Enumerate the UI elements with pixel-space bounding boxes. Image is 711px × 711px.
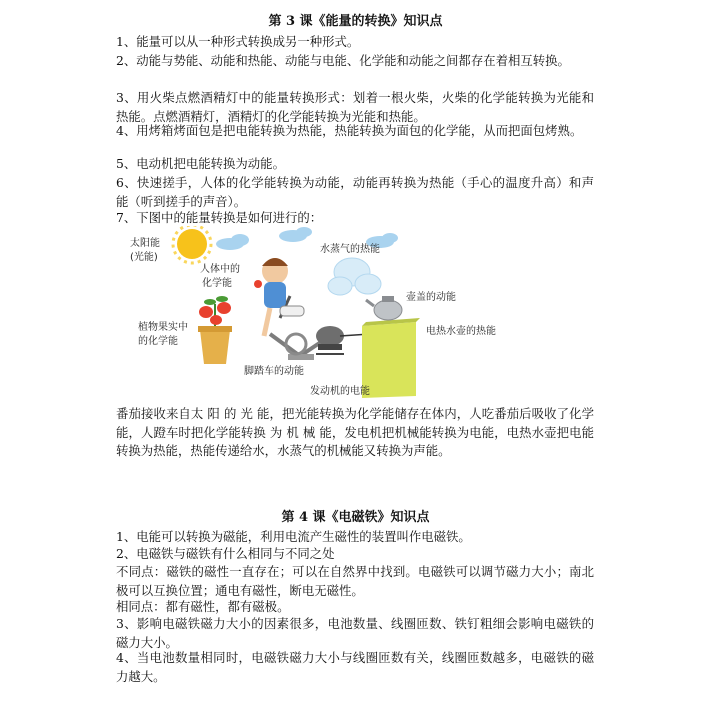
illustration-drawing [130, 226, 490, 408]
sun-energy-label-sub: (光能) [130, 252, 158, 263]
lesson3-title: 第 3 课《能量的转换》知识点 [268, 14, 443, 29]
sun-icon [173, 226, 211, 263]
lesson3-point-7: 7、下图中的能量转换是如何进行的： [116, 210, 323, 225]
lesson4-differences: 不同点：磁铁的磁性一直存在；可以在自然界中找到。电磁铁可以调节磁力大小；南北极可以互换位置；通电有磁性，断电无磁性。 [116, 564, 594, 598]
lesson4-point-2: 2、电磁铁与磁铁有什么相同与不同之处 [116, 546, 335, 561]
energy-conversion-illustration [130, 226, 496, 408]
lid-energy-label: 壶盖的动能 [406, 292, 456, 303]
steam-icon [328, 258, 381, 295]
body-energy-label-sub: 化学能 [202, 278, 232, 289]
bike-energy-label: 脚踏车的动能 [244, 366, 304, 377]
motor-energy-label: 发动机的电能 [310, 386, 370, 397]
plant-energy-label-sub: 的化学能 [138, 336, 178, 347]
steam-energy-label: 水蒸气的热能 [320, 244, 380, 255]
lesson4-similarities: 相同点：都有磁性，都有磁极。 [116, 599, 290, 614]
lesson4-point-4: 4、当电池数量相同时，电磁铁磁力大小与线圈匝数有关，线圈匝数越多，电磁铁的磁力越大。 [116, 650, 594, 684]
lesson3-explanation: 番茄接收来自太 阳 的 光 能，把光能转换为化学能储存在体内，人吃番茄后吸收了化学能，人蹬车时把化学能转换 为 机 械 能，发电机把机械能转换为电能，电热水壶把电能转换为热能，热能传递给水，水蒸气的机械能又转换为声能。 [116, 406, 594, 459]
generator-icon [316, 326, 370, 354]
lesson4-title: 第 4 课《电磁铁》知识点 [281, 510, 430, 525]
lesson3-point-6: 6、快速搓手，人体的化学能转换为动能，动能再转换为热能（手心的温度升高）和声能（听到搓手的声音）。 [116, 175, 594, 209]
lesson3-point-5: 5、电动机把电能转换为动能。 [116, 156, 285, 171]
lesson3-point-2: 2、动能与势能、动能和热能、动能与电能、化学能和动能之间都存在着相互转换。 [116, 53, 570, 68]
lesson4-point-1: 1、电能可以转换为磁能，利用电流产生磁性的装置叫作电磁铁。 [116, 529, 471, 544]
lesson3-point-3: 3、用火柴点燃酒精灯中的能量转换形式：划着一根火柴，火柴的化学能转换为光能和热能。点燃酒精灯，酒精灯的化学能转换为光能和热能。 [116, 90, 594, 124]
body-energy-label: 人体中的 [200, 264, 240, 275]
table-icon [362, 318, 420, 398]
plant-energy-label: 植物果实中 [138, 322, 188, 333]
sun-energy-label: 太阳能 [130, 238, 160, 249]
lesson4-point-3: 3、影响电磁铁磁力大小的因素很多，电池数量、线圈匝数、铁钉粗细会影响电磁铁的磁力大小。 [116, 616, 594, 650]
lesson3-point-1: 1、能量可以从一种形式转换成另一种形式。 [116, 34, 360, 49]
cloud-icon [216, 227, 312, 250]
kettle-energy-label: 电热水壶的热能 [426, 326, 496, 337]
kettle-icon [366, 296, 402, 320]
lesson3-point-4: 4、用烤箱烤面包是把电能转换为热能，热能转换为面包的化学能，从而把面包烤熟。 [116, 123, 583, 138]
tomato-plant-icon [198, 296, 232, 364]
